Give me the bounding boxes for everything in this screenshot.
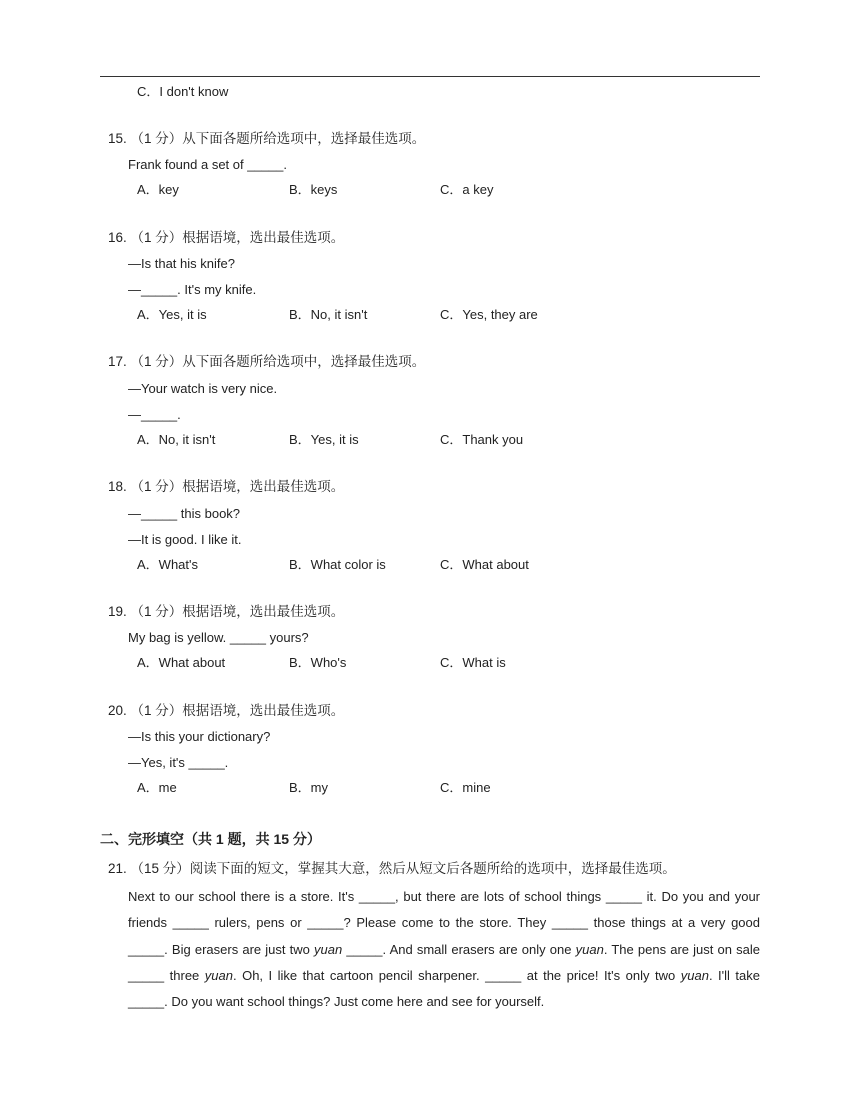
passage-part-2: _____. And small erasers are only one: [342, 941, 576, 957]
q18-option-b[interactable]: B．What color is: [289, 557, 386, 572]
question-17-header: 17. （1 分）从下面各题所给选项中，选择最佳选项。: [108, 354, 426, 369]
q16-option-c[interactable]: C．Yes, they are: [440, 307, 538, 322]
q16-option-a[interactable]: A．Yes, it is: [137, 307, 207, 322]
q20-option-b[interactable]: B．my: [289, 780, 329, 795]
q19-option-c[interactable]: C．What is: [440, 655, 506, 670]
cloze-passage: [128, 884, 760, 1015]
q15-option-b[interactable]: B．keys: [289, 182, 338, 197]
q18-option-c[interactable]: C．What about: [440, 557, 529, 572]
passage-part-4: . Oh, I like that cartoon pencil sharpener. _____ at the price! It's only two: [232, 967, 681, 983]
question-20-line-1: —Is this your dictionary?: [128, 729, 271, 744]
passage-part-1: Next to our school there is a store. It's _____, but there are lots of school things _____ it. Do you and your friends _____ rulers, pens or _____? Please come to the store. They _____ those things at a very good _____. Big erasers are just two: [128, 889, 760, 957]
header-rule: [100, 76, 760, 77]
question-16-line-1: —Is that his knife?: [128, 256, 235, 271]
question-18-header: 18. （1 分）根据语境，选出最佳选项。: [108, 479, 345, 494]
question-16-header: 16. （1 分）根据语境，选出最佳选项。: [108, 230, 345, 245]
section-2-title: 二、完形填空（共 1 题，共 15 分）: [100, 831, 321, 847]
q17-option-c[interactable]: C．Thank you: [440, 432, 524, 447]
yuan-word: yuan: [680, 967, 709, 983]
question-17-line-2: —_____.: [128, 407, 181, 422]
q16-option-b[interactable]: B．No, it isn't: [289, 307, 368, 322]
question-21-header: 21. （15 分）阅读下面的短文，掌握其大意，然后从短文后各题所给的选项中，选择最佳选项。: [108, 861, 676, 876]
q15-option-c[interactable]: C．a key: [440, 182, 494, 197]
yuan-word: yuan: [204, 967, 233, 983]
question-18-line-2: —It is good. I like it.: [128, 532, 242, 547]
q20-option-c[interactable]: C．mine: [440, 780, 491, 795]
question-15-header: 15. （1 分）从下面各题所给选项中，选择最佳选项。: [108, 131, 426, 146]
question-15-stem: Frank found a set of _____.: [128, 157, 287, 172]
yuan-word: yuan: [575, 941, 604, 957]
q20-option-a[interactable]: A．me: [137, 780, 177, 795]
q17-option-b[interactable]: B．Yes, it is: [289, 432, 359, 447]
question-18-line-1: —_____ this book?: [128, 506, 241, 521]
q17-option-a[interactable]: A．No, it isn't: [137, 432, 216, 447]
prev-option-c[interactable]: C．I don't know: [137, 84, 229, 99]
question-16-line-2: —_____. It's my knife.: [128, 282, 257, 297]
q19-option-b[interactable]: B．Who's: [289, 655, 347, 670]
yuan-word: yuan: [314, 941, 343, 957]
question-19-header: 19. （1 分）根据语境，选出最佳选项。: [108, 604, 345, 619]
question-17-line-1: —Your watch is very nice.: [128, 381, 278, 396]
question-20-line-2: —Yes, it's _____.: [128, 755, 229, 770]
question-20-header: 20. （1 分）根据语境，选出最佳选项。: [108, 703, 345, 718]
passage-part-5: . I'll take _____. Do you want school things? Just come here and see for yourself.: [128, 967, 760, 1010]
q18-option-a[interactable]: A．What's: [137, 557, 198, 572]
question-19-stem: My bag is yellow. _____ yours?: [128, 630, 309, 645]
q15-option-a[interactable]: A．key: [137, 182, 179, 197]
passage-part-3: . The pens are just on sale _____ three: [128, 941, 760, 983]
q19-option-a[interactable]: A．What about: [137, 655, 226, 670]
